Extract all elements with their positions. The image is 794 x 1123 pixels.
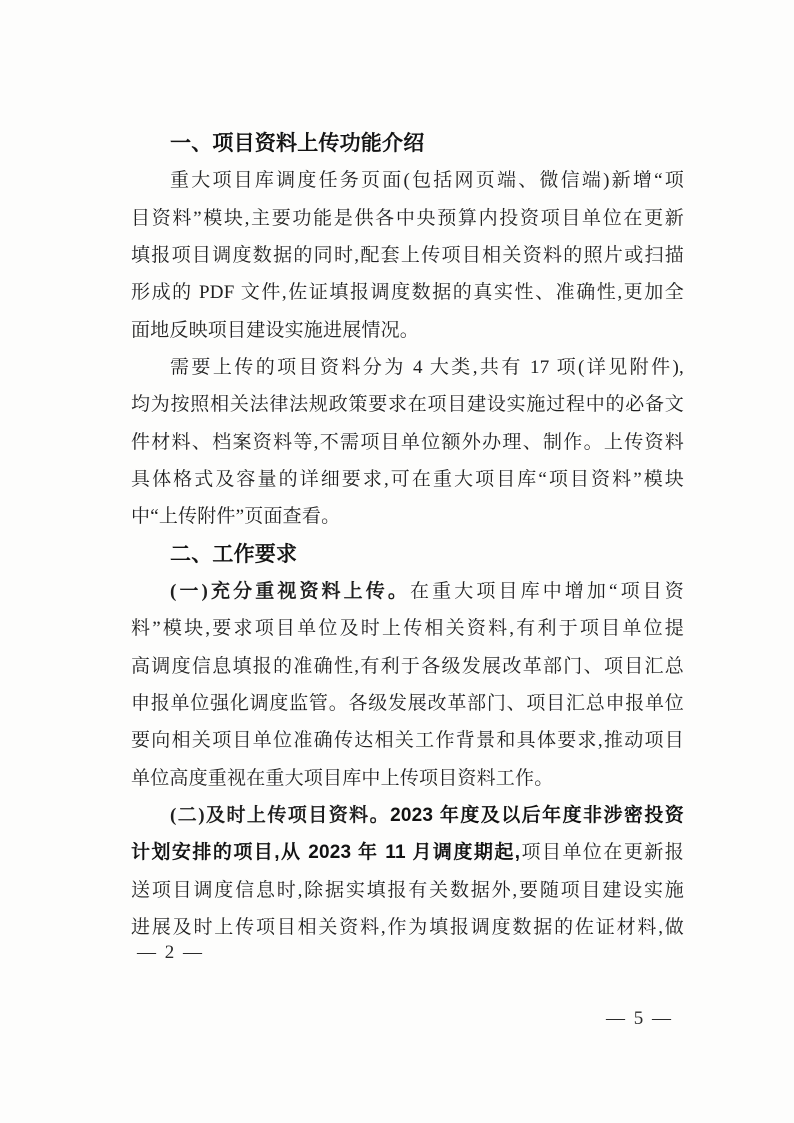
paragraph-line (131, 424, 684, 461)
text-run: 具体格式及容量的详细要求,可在重大项目库“项目资料”模块 (131, 468, 684, 490)
paragraph-line (131, 648, 684, 685)
heading-text: 一、项目资料上传功能介绍 (170, 132, 425, 155)
paragraph-line (131, 237, 684, 274)
paragraph-line (131, 498, 684, 535)
page-number-inner: — 2 — (137, 942, 204, 963)
paragraph-line (131, 685, 684, 722)
text-run: 填报项目调度数据的同时,配套上传项目相关资料的照片或扫描 (131, 244, 684, 266)
paragraph-line (131, 386, 684, 423)
text-run: 目资料”模块,主要功能是供各中央预算内投资项目单位在更新 (131, 207, 684, 229)
paragraph-line (131, 909, 684, 946)
paragraph-line (131, 834, 684, 871)
text-run: 中“上传附件”页面查看。 (131, 506, 341, 528)
text-run: 重大项目库调度任务页面(包括网页端、微信端)新增“项 (170, 170, 684, 192)
text-run: 料”模块,要求项目单位及时上传相关资料,有利于项目单位提 (131, 618, 684, 640)
text-run: 均为按照相关法律法规政策要求在项目建设实施过程中的必备文 (131, 394, 684, 416)
text-run: 件材料、档案资料等,不需项目单位额外办理、制作。上传资料 (131, 431, 684, 453)
paragraph-line (131, 872, 684, 909)
heading-text: 二、工作要求 (170, 542, 298, 566)
paragraph-line (131, 312, 684, 349)
section-heading-1 (131, 125, 684, 162)
text-run: 面地反映项目建设实施进展情况。 (131, 319, 420, 341)
paragraph-line (131, 797, 684, 834)
section-heading-2 (131, 536, 684, 573)
text-run: 进展及时上传项目相关资料,作为填报调度数据的佐证材料,做 (131, 916, 684, 938)
text-run: 单位高度重视在重大项目库中上传项目资料工作。 (131, 767, 554, 789)
paragraph-line (131, 162, 684, 199)
text-run: 申报单位强化调度监管。各级发展改革部门、项目汇总申报单位 (131, 692, 684, 714)
paragraph-line (131, 461, 684, 498)
paragraph-line (131, 200, 684, 237)
text-run-bold: 计划安排的项目,从 2023 年 11 月调度期起, (131, 842, 521, 864)
paragraph-line (131, 722, 684, 759)
text-run: 形成的 PDF 文件,佐证填报调度数据的真实性、准确性,更加全 (131, 282, 684, 304)
text-run: 需要上传的项目资料分为 4 大类,共有 17 项(详见附件), (170, 356, 684, 378)
paragraph-line (131, 610, 684, 647)
text-run-emphasis: (一)充分重视资料上传。 (170, 580, 411, 602)
page-number-outer: — 5 — (606, 1008, 673, 1029)
text-run: 要向相关项目单位准确传达相关工作背景和具体要求,推动项目 (131, 730, 684, 752)
text-run: 高调度信息填报的准确性,有利于各级发展改革部门、项目汇总 (131, 655, 684, 677)
text-run: 在重大项目库中增加“项目资 (410, 580, 684, 602)
paragraph-line (131, 349, 684, 386)
paragraph-line (131, 760, 684, 797)
text-run: 送项目调度信息时,除据实填报有关数据外,要随项目建设实施 (131, 879, 684, 901)
text-run-emphasis: (二)及时上传项目资料。 (170, 804, 391, 826)
paragraph-line (131, 274, 684, 311)
text-block (131, 125, 684, 946)
paragraph-line (131, 573, 684, 610)
text-run-bold: 2023 年度及以后年度非涉密投资 (390, 804, 685, 826)
text-run: 项目单位在更新报 (520, 842, 684, 864)
